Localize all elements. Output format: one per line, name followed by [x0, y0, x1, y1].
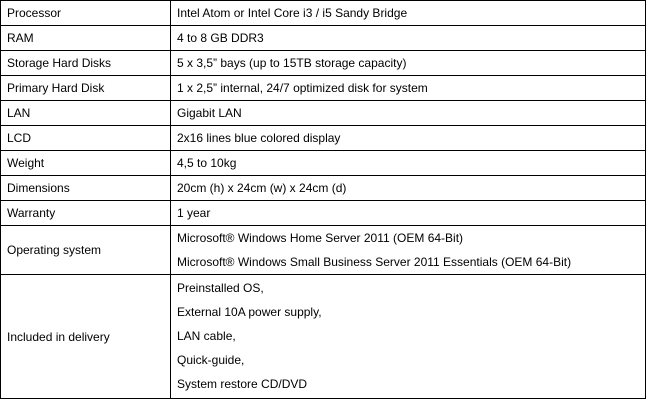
table-row — [1, 51, 646, 76]
table-row — [1, 151, 646, 176]
os-option: Microsoft® Windows Home Server 2011 (OEM 64-Bit) — [177, 231, 464, 245]
delivery-item: Quick-guide, — [177, 353, 245, 367]
spec-label: Weight — [1, 151, 171, 176]
spec-label: Primary Hard Disk — [1, 76, 171, 101]
spec-value: 1 year — [171, 201, 646, 226]
spec-value: 2x16 lines blue colored display — [171, 126, 646, 151]
delivery-item: System restore CD/DVD — [177, 377, 308, 391]
spec-value: Gigabit LAN — [171, 101, 646, 126]
table-row — [1, 76, 646, 101]
spec-label: Warranty — [1, 201, 171, 226]
spec-label: Included in delivery — [1, 275, 171, 399]
spec-label: Storage Hard Disks — [1, 51, 171, 76]
delivery-item: LAN cable, — [177, 329, 236, 343]
table-row — [1, 126, 646, 151]
table-row — [1, 176, 646, 201]
spec-label: LAN — [1, 101, 171, 126]
delivery-item: External 10A power supply, — [177, 305, 322, 319]
spec-value: 5 x 3,5” bays (up to 15TB storage capacity) — [171, 51, 646, 76]
delivery-item: Preinstalled OS, — [177, 281, 264, 295]
table-row — [1, 101, 646, 126]
spec-value: 4 to 8 GB DDR3 — [171, 26, 646, 51]
spec-label: Dimensions — [1, 176, 171, 201]
table-row — [1, 201, 646, 226]
spec-value: 20cm (h) x 24cm (w) x 24cm (d) — [171, 176, 646, 201]
spec-label: LCD — [1, 126, 171, 151]
spec-label: Operating system — [1, 226, 171, 275]
spec-value: 1 x 2,5” internal, 24/7 optimized disk for system — [171, 76, 646, 101]
table-row — [1, 26, 646, 51]
spec-value: 4,5 to 10kg — [171, 151, 646, 176]
spec-value-multiline — [171, 226, 646, 275]
spec-value: Intel Atom or Intel Core i3 / i5 Sandy Bridge — [171, 1, 646, 26]
spec-label: RAM — [1, 26, 171, 51]
spec-label: Processor — [1, 1, 171, 26]
os-option: Microsoft® Windows Small Business Server 2011 Essentials (OEM 64-Bit) — [177, 255, 572, 269]
table-row — [1, 1, 646, 26]
table-row-operating-system — [1, 226, 646, 275]
spec-value-multiline — [171, 275, 646, 399]
table-row-included-in-delivery — [1, 275, 646, 399]
